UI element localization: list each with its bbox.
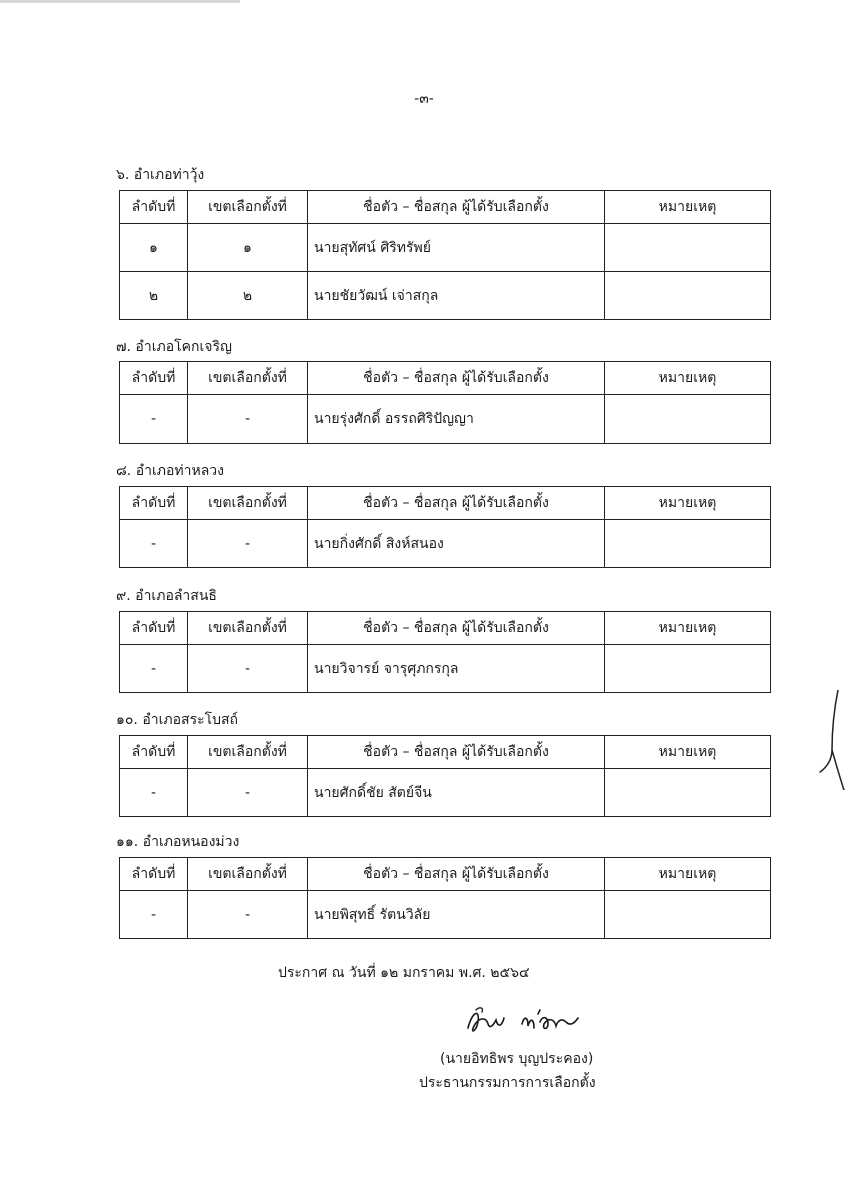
cell-remark <box>605 272 771 320</box>
header-name: ชื่อตัว – ชื่อสกุล ผู้ได้รับเลือกตั้ง <box>308 858 605 891</box>
handwritten-signature <box>462 1002 592 1044</box>
cell-order: ๒ <box>120 272 188 320</box>
cell-district: - <box>188 395 308 444</box>
cell-order: - <box>120 645 188 693</box>
cell-name: นายวิจารย์ จารุศุภกรกุล <box>308 645 605 693</box>
cell-district: ๑ <box>188 224 308 272</box>
cell-name: นายชัยวัฒน์ เจ่าสกุล <box>308 272 605 320</box>
header-name: ชื่อตัว – ชื่อสกุล ผู้ได้รับเลือกตั้ง <box>308 191 605 224</box>
scan-margin-mark <box>818 690 848 790</box>
header-row <box>120 362 771 395</box>
results-table <box>119 486 771 568</box>
cell-remark <box>605 395 771 444</box>
header-name: ชื่อตัว – ชื่อสกุล ผู้ได้รับเลือกตั้ง <box>308 612 605 645</box>
header-row <box>120 612 771 645</box>
header-district: เขตเลือกตั้งที่ <box>188 191 308 224</box>
table-row <box>120 769 771 817</box>
header-row <box>120 487 771 520</box>
results-table <box>119 190 771 320</box>
table-row <box>120 272 771 320</box>
cell-remark <box>605 891 771 939</box>
cell-order: ๑ <box>120 224 188 272</box>
header-district: เขตเลือกตั้งที่ <box>188 858 308 891</box>
header-order: ลำดับที่ <box>120 858 188 891</box>
table-row <box>120 520 771 568</box>
header-district: เขตเลือกตั้งที่ <box>188 487 308 520</box>
signer-name: (นายอิทธิพร บุญประคอง) <box>440 1051 594 1067</box>
cell-order: - <box>120 520 188 568</box>
header-name: ชื่อตัว – ชื่อสกุล ผู้ได้รับเลือกตั้ง <box>308 487 605 520</box>
section-title: ๑๑. อำเภอหนองม่วง <box>116 834 240 850</box>
header-row <box>120 736 771 769</box>
cell-district: - <box>188 769 308 817</box>
table-row <box>120 891 771 939</box>
cell-order: - <box>120 891 188 939</box>
section-title: ๖. อำเภอท่าวุ้ง <box>116 167 205 183</box>
cell-remark <box>605 769 771 817</box>
cell-district: ๒ <box>188 272 308 320</box>
results-table <box>119 735 771 817</box>
cell-name: นายกิ่งศักดิ์ สิงห์สนอง <box>308 520 605 568</box>
results-table <box>119 361 771 444</box>
cell-name: นายพิสุทธิ์ รัตนวิลัย <box>308 891 605 939</box>
section-title: ๗. อำเภอโคกเจริญ <box>116 339 232 355</box>
cell-order: - <box>120 395 188 444</box>
header-remark: หมายเหตุ <box>605 736 771 769</box>
section-title: ๑๐. อำเภอสระโบสถ์ <box>116 712 239 728</box>
header-order: ลำดับที่ <box>120 362 188 395</box>
header-order: ลำดับที่ <box>120 191 188 224</box>
results-table <box>119 611 771 693</box>
header-remark: หมายเหตุ <box>605 191 771 224</box>
header-district: เขตเลือกตั้งที่ <box>188 612 308 645</box>
signer-title: ประธานกรรมการการเลือกตั้ง <box>419 1075 596 1091</box>
table-row <box>120 395 771 444</box>
header-district: เขตเลือกตั้งที่ <box>188 736 308 769</box>
table-row <box>120 645 771 693</box>
header-district: เขตเลือกตั้งที่ <box>188 362 308 395</box>
header-name: ชื่อตัว – ชื่อสกุล ผู้ได้รับเลือกตั้ง <box>308 362 605 395</box>
cell-remark <box>605 224 771 272</box>
header-remark: หมายเหตุ <box>605 858 771 891</box>
scan-edge-shadow <box>0 0 240 3</box>
header-order: ลำดับที่ <box>120 487 188 520</box>
results-table <box>119 857 771 939</box>
section-title: ๙. อำเภอลำสนธิ <box>116 588 217 604</box>
cell-district: - <box>188 645 308 693</box>
header-name: ชื่อตัว – ชื่อสกุล ผู้ได้รับเลือกตั้ง <box>308 736 605 769</box>
cell-remark <box>605 645 771 693</box>
header-remark: หมายเหตุ <box>605 362 771 395</box>
cell-remark <box>605 520 771 568</box>
section-title: ๘. อำเภอท่าหลวง <box>116 463 224 479</box>
page-number: -๓- <box>414 91 434 107</box>
cell-name: นายสุทัศน์ ศิริทรัพย์ <box>308 224 605 272</box>
header-row <box>120 191 771 224</box>
cell-district: - <box>188 891 308 939</box>
header-row <box>120 858 771 891</box>
header-remark: หมายเหตุ <box>605 487 771 520</box>
header-order: ลำดับที่ <box>120 612 188 645</box>
cell-name: นายรุ่งศักดิ์ อรรถศิริปัญญา <box>308 395 605 444</box>
cell-district: - <box>188 520 308 568</box>
announcement-date: ประกาศ ณ วันที่ ๑๒ มกราคม พ.ศ. ๒๕๖๔ <box>278 965 530 981</box>
cell-order: - <box>120 769 188 817</box>
header-order: ลำดับที่ <box>120 736 188 769</box>
table-row <box>120 224 771 272</box>
cell-name: นายศักดิ์ชัย สัตย์จีน <box>308 769 605 817</box>
header-remark: หมายเหตุ <box>605 612 771 645</box>
